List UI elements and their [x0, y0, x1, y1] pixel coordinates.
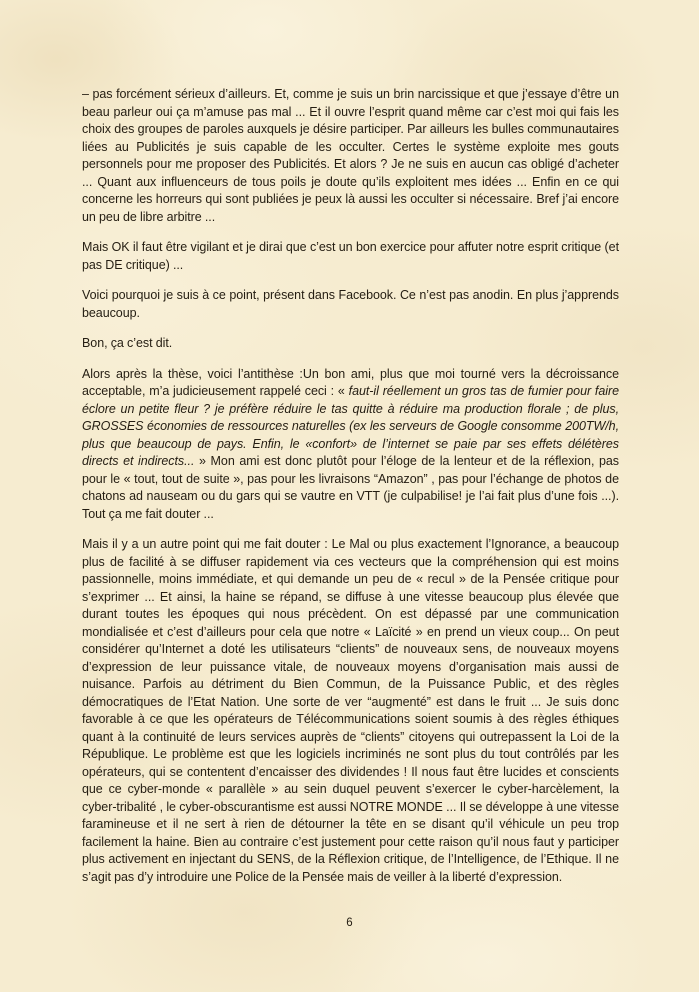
paragraph-1	[82, 86, 619, 226]
text-run: – pas forcément sérieux d’ailleurs. Et, comme je suis un brin narcissique et que j’essaye d’être un beau parleur oui ça m’amuse pas mal ... Et il ouvre l’esprit quand même car c’est moi qui fais les choix des groupes de paroles auxquels je désire participer. Par ailleurs les bulles communautaires liées au Publicités je suis capable de les occulter. Certes le système exploite mes gouts personnels pour me proposer des Publicités. Et alors ? Je ne suis en aucun cas obligé d’acheter ... Quant aux influenceurs de tous poils je doute qu’ils exploitent mes idées ... Enfin en ce qui concerne les horreurs qui sont publiées je peux là aussi les occulter si nécessaire. Bref j’ai encore un peu de libre arbitre ...	[82, 87, 619, 224]
text-run: Mais OK il faut être vigilant et je dirai que c’est un bon exercice pour affuter notre esprit critique (et pas DE critique) ...	[82, 240, 619, 272]
document-body	[82, 86, 619, 886]
page-number: 6	[346, 917, 353, 929]
text-run: Mais il y a un autre point qui me fait douter : Le Mal ou plus exactement l’Ignorance, a beaucoup plus de facilité à se diffuser rapidement via ces vecteurs que la compréhension qui est moins passionnelle, moins immédiate, et qui demande un peu de « recul » de la Pensée critique pour s’exprimer ... Et ainsi, la haine se répand, se diffuse à une vitesse beaucoup plus élevée que durant toutes les époques qui nous précèdent. On est dépassé par une communication mondialisée et c’est d’ailleurs pour cela que notre « Laïcité » en prend un vieux coup... On peut considérer qu’Internet a doté les utilisateurs “clients” de nouveaux sens, de nouveaux moyens d’expression de leur puissance vitale, de nouveaux moyens d’organisation mais aussi de nuisance. Parfois au détriment du Bien Commun, de la Puissance Public, et des règles démocratiques de l’Etat Nation. Une sorte de ver “augmenté” est dans le fruit ... Je suis donc favorable à ce que les opérateurs de Télécommunications soient soumis à des règles éthiques quant à la continuité de leurs services auprès de “clients” citoyens qui outrepassent la Loi de la République. Le problème est que les logiciels incriminés ne sont plus du tout contrôlés par les opérateurs, qui se contentent d’encaisser des dividendes ! Il nous faut être lucides et conscients que ce cyber-monde « parallèle » au sein duquel peuvent s’exercer le cyber-harcèlement, la cyber-tribalité , le cyber-obscurantisme est aussi NOTRE MONDE ... Il se développe à une vitesse faramineuse et il ne sert à rien de détourner la tête en se disant qu’il véhicule un peu trop facilement la haine. Bien au contraire c’est justement pour cette raison qu’il nous faut y participer plus activement en injectant du SENS, de la Réflexion critique, de l’Intelligence, de l’Ethique. Il ne s’agit pas d’y introduire une Police de la Pensée mais de veiller à la liberté d’expression.	[82, 537, 619, 884]
text-run: Alors après la thèse, voici l’antithèse :Un bon ami, plus que moi tourné vers la décroissance acceptable, m’a judicieusement rappelé ceci : «	[82, 366, 619, 398]
paragraph-5	[82, 366, 619, 524]
text-run: » Mon ami est donc plutôt pour l’éloge de la lenteur et de la réflexion, pas pour le « tout, tout de suite », pas pour les livraisons “Amazon” , pas pour l’échange de photos de chatons ad nauseam ou du gars qui se vautre en VTT (je culpabilise! je l’ai fait plus d’une fois ...). Tout ça me fait douter ...	[82, 454, 619, 521]
paragraph-6	[82, 536, 619, 886]
paragraph-3	[82, 287, 619, 322]
text-run: Bon, ça c’est dit.	[82, 336, 173, 350]
paragraph-4	[82, 335, 619, 353]
text-run: Voici pourquoi je suis à ce point, présent dans Facebook. Ce n’est pas anodin. En plus j’apprends beaucoup.	[82, 288, 619, 320]
paragraph-2	[82, 239, 619, 274]
italic-text-run: faut-il réellement un gros tas de fumier pour faire éclore un petite fleur ? je préfère réduire le tas quitte à réduire ma production florale ; de plus, GROSSES économies de ressources naturelles (ex les serveurs de Google consomme 200TW/h, plus que beaucoup de pays. Enfin, le «confort» de l’internet se paie par ses effets délétères directs et indirects...	[82, 384, 619, 468]
